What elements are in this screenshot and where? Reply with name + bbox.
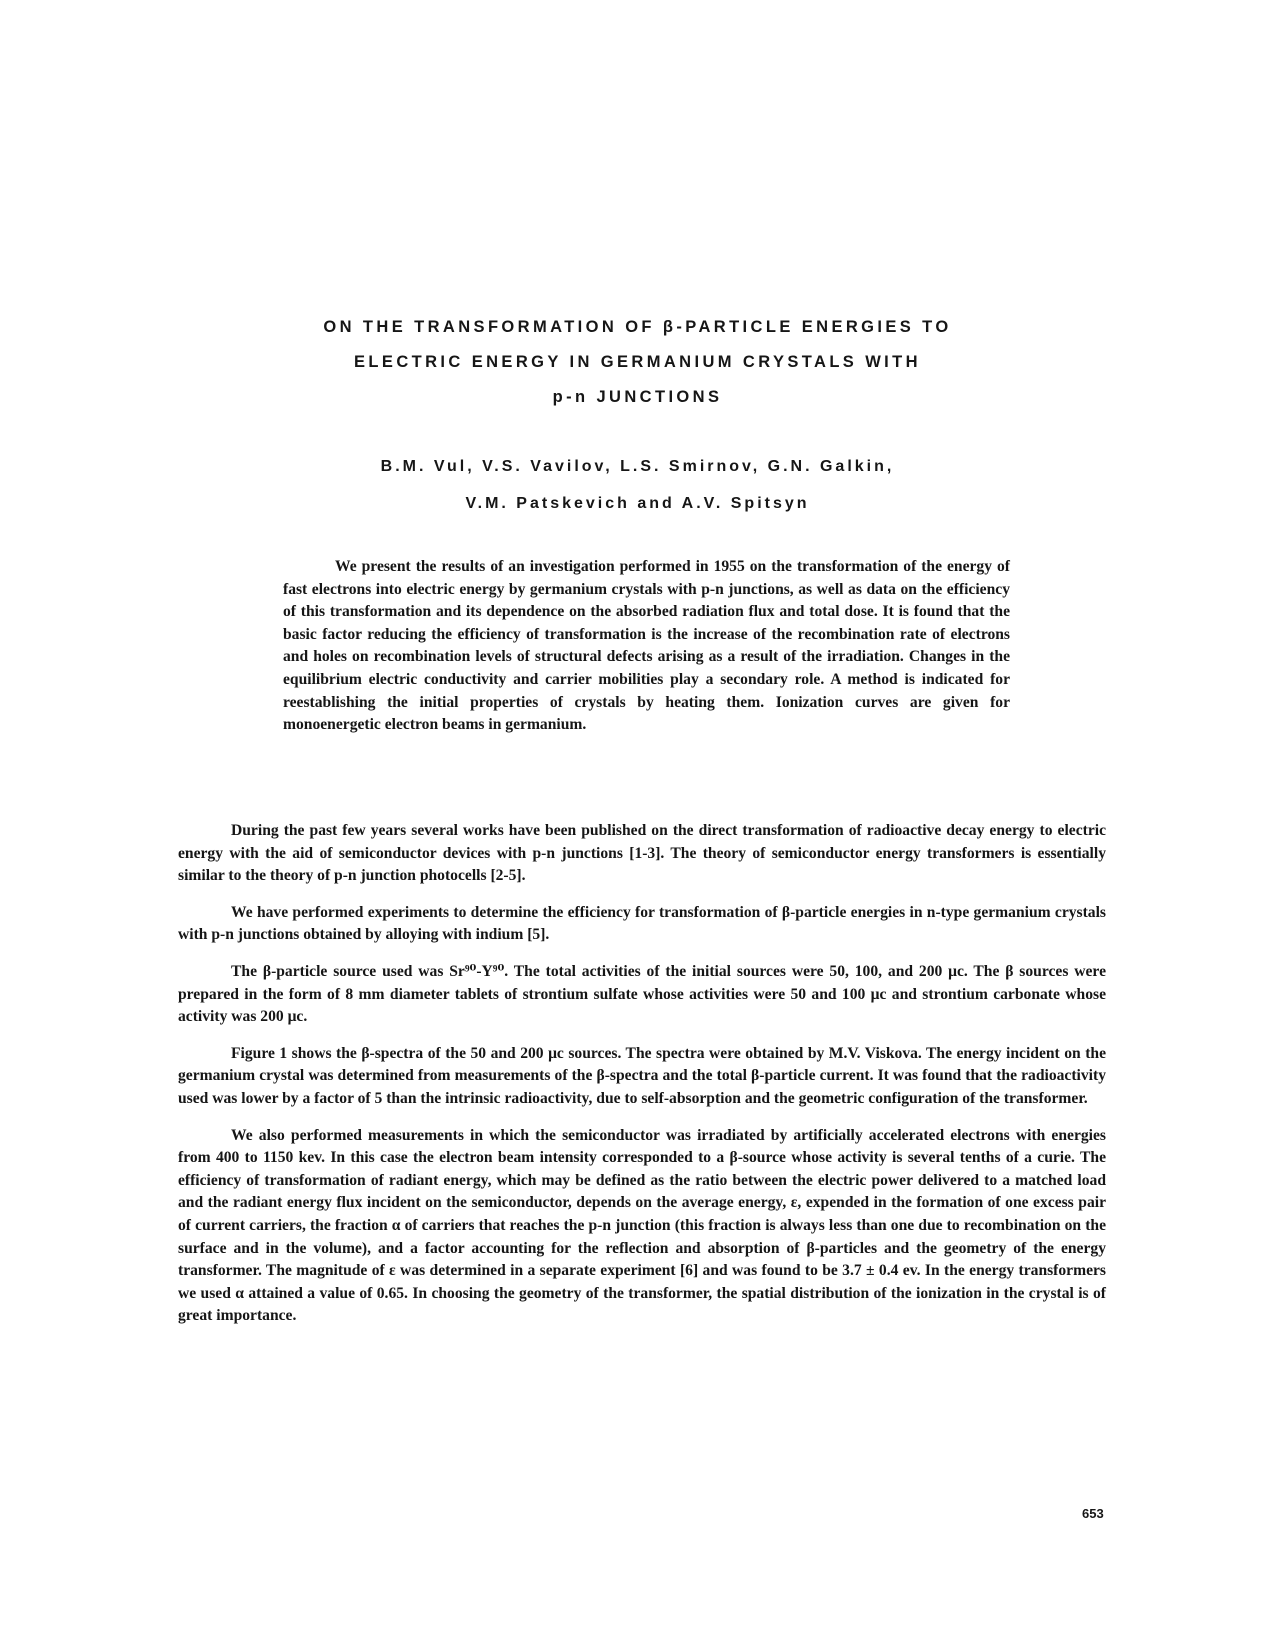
body-paragraph: We also performed measurements in which the semiconductor was irradiated by artificially accelerated electrons with energies from 400 to 1150 kev. In this case the electron beam intensity corresponded to a β-source whose activity is several tenths of a curie. The efficiency of transformation of radiant energy, which may be defined as the ratio between the electric power delivered to a matched load and the radiant energy flux incident on the semiconductor, depends on the average energy, ε, expended in the formation of one excess pair of current carriers, the fraction α of carriers that reaches the p-n junction (this fraction is always less than one due to recombination on the surface and in the volume), and a factor accounting for the reflection and absorption of β-particles and the geometry of the energy transformer. The magnitude of ε was determined in a separate experiment [6] and was found to be 3.7 ± 0.4 ev. In the energy transformers we used α attained a value of 0.65. In choosing the geometry of the transformer, the spatial distribution of the ionization in the crystal is of great importance. — [178, 1126, 1106, 1325]
title-line: p-n JUNCTIONS — [552, 388, 723, 406]
author-list — [0, 448, 1275, 522]
body-paragraph: During the past few years several works have been published on the direct transformation of radioactive decay energy to electric energy with the aid of semiconductor devices with p-n junctions [1-3]. The theory of semiconductor energy transformers is essentially similar to the theory of p-n junction photocells [2-5]. — [178, 822, 1106, 885]
body-paragraph: The β-particle source used was Sr⁹⁰-Y⁹⁰. The total activities of the initial sources were 50, 100, and 200 μc. The β sources were prepared in the form of 8 mm diameter tablets of strontium sulfate whose activities were 50 and 100 μc and strontium carbonate whose activity was 200 μc. — [178, 962, 1106, 1026]
title-line: ON THE TRANSFORMATION OF β-PARTICLE ENERGIES TO — [323, 318, 952, 336]
author-line: V.M. Patskevich and A.V. Spitsyn — [465, 495, 810, 512]
body-paragraph: Figure 1 shows the β-spectra of the 50 and 200 μc sources. The spectra were obtained by M.V. Viskova. The energy incident on the germanium crystal was determined from measurements of the β-spectra and the total β-particle current. It was found that the radioactivity used was lower by a factor of 5 than the intrinsic radioactivity, due to self-absorption and the geometric configuration of the transformer. — [178, 1044, 1106, 1107]
author-line: B.M. Vul, V.S. Vavilov, L.S. Smirnov, G.N. Galkin, — [380, 458, 895, 475]
paper-title — [0, 310, 1275, 415]
body-paragraph: We have performed experiments to determine the efficiency for transformation of β-particle energies in n-type germanium crystals with p-n junctions obtained by alloying with indium [5]. — [178, 903, 1106, 944]
body-text — [178, 820, 1106, 1342]
abstract: We present the results of an investigation performed in 1955 on the transformation of the energy of fast electrons into electric energy by germanium crystals with p-n junctions, as well as data on the efficiency of this transformation and its dependence on the absorbed radiation flux and total dose. It is found that the basic factor reducing the efficiency of transformation is the increase of the recombination rate of electrons and holes on recombination levels of structural defects arising as a result of the irradiation. Changes in the equilibrium electric conductivity and carrier mobilities play a secondary role. A method is indicated for reestablishing the initial properties of crystals by heating them. Ionization curves are given for monoenergetic electron beams in germanium. — [283, 558, 1010, 734]
title-line: ELECTRIC ENERGY IN GERMANIUM CRYSTALS WITH — [354, 353, 921, 371]
page-number: 653 — [1082, 1506, 1104, 1521]
